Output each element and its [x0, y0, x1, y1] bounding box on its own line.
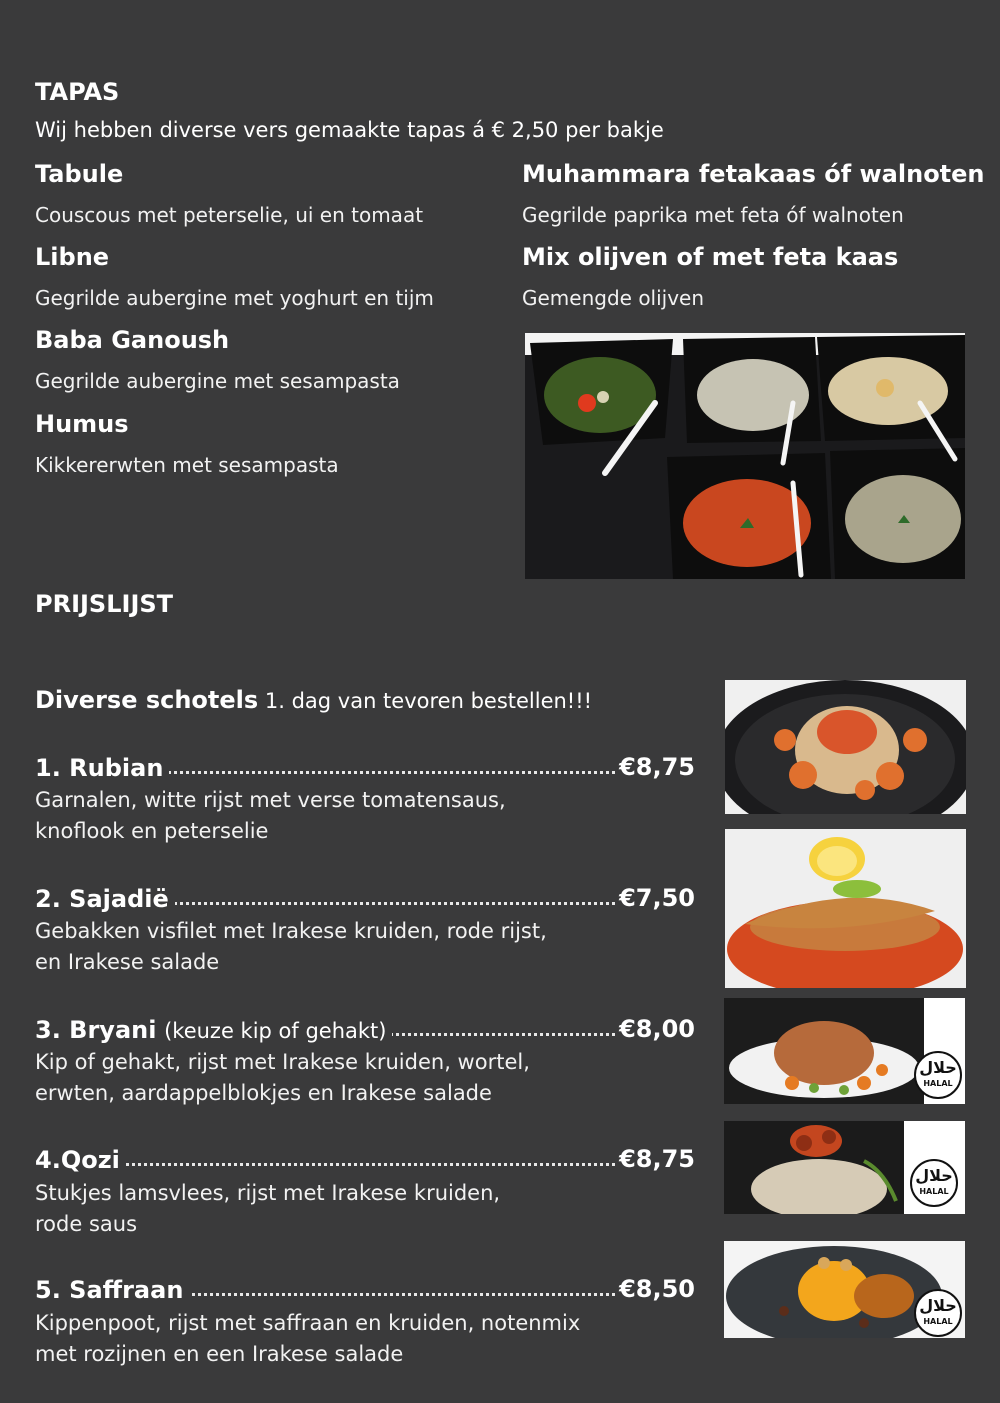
dish-name: 4.Qozi — [35, 1146, 120, 1174]
tapas-intro: Wij hebben diverse vers gemaakte tapas á € 2,50 per bakje — [35, 118, 664, 142]
dish-title — [35, 1276, 189, 1304]
dot-leader — [35, 1163, 695, 1166]
dish-price: €7,50 — [615, 884, 695, 912]
dish-title — [35, 1016, 392, 1044]
tapas-item-name: Baba Ganoush — [35, 326, 230, 354]
dish-desc — [35, 1308, 580, 1370]
dish-row — [35, 1146, 695, 1176]
dish-desc-line: Stukjes lamsvlees, rijst met Irakese kruiden, — [35, 1181, 501, 1205]
tapas-item-name: Muhammara fetakaas óf walnoten — [522, 160, 985, 188]
dish-title — [35, 1146, 126, 1174]
dish-desc-line: Kip of gehakt, rijst met Irakese kruiden, wortel, — [35, 1050, 530, 1074]
halal-badge — [910, 1159, 958, 1207]
tapas-item-desc: Gegrilde aubergine met yoghurt en tijm — [35, 286, 434, 310]
dish-row — [35, 754, 695, 784]
dish-desc-line: Kippenpoot, rijst met saffraan en kruiden, notenmix — [35, 1311, 581, 1335]
tapas-item-desc: Gegrilde paprika met feta óf walnoten — [522, 203, 904, 227]
halal-arabic-text: حلال — [919, 1058, 957, 1077]
section-title: Diverse schotels — [35, 686, 259, 714]
dish-desc-line: met rozijnen en een Irakese salade — [35, 1342, 404, 1366]
dish-desc — [35, 916, 547, 978]
dish-row — [35, 1016, 695, 1046]
tapas-item-name: Libne — [35, 243, 110, 271]
tapas-item-name: Mix olijven of met feta kaas — [522, 243, 899, 271]
dish-row — [35, 885, 695, 915]
section-note: 1. dag van tevoren bestellen!!! — [264, 689, 593, 713]
tapas-item-desc: Gemengde olijven — [522, 286, 705, 310]
dish-price: €8,50 — [615, 1275, 695, 1303]
halal-label: HALAL — [923, 1317, 953, 1326]
tapas-item-desc: Couscous met peterselie, ui en tomaat — [35, 203, 424, 227]
dish-desc — [35, 1178, 500, 1240]
tapas-photo — [525, 333, 965, 579]
dish-desc — [35, 1047, 530, 1109]
halal-label: HALAL — [919, 1187, 949, 1196]
dish-desc-line: en Irakese salade — [35, 950, 220, 974]
dish-price: €8,00 — [615, 1015, 695, 1043]
tapas-item-name: Tabule — [35, 160, 124, 188]
halal-arabic-text: حلال — [919, 1296, 957, 1315]
halal-badge — [914, 1289, 962, 1337]
halal-arabic-text: حلال — [915, 1166, 953, 1185]
dish-photo-qozi — [724, 1121, 965, 1214]
dish-name: 3. Bryani — [35, 1016, 157, 1044]
dish-title — [35, 754, 169, 782]
dish-desc-line: Gebakken visfilet met Irakese kruiden, rode rijst, — [35, 919, 547, 943]
dish-desc-line: erwten, aardappelblokjes en Irakese salade — [35, 1081, 492, 1105]
dish-desc-line: knoflook en peterselie — [35, 819, 269, 843]
dish-row — [35, 1276, 695, 1306]
dish-photo-sajadie — [725, 829, 966, 988]
prijslijst-heading: PRIJSLIJST — [35, 590, 174, 618]
dish-desc-line: Garnalen, witte rijst met verse tomatensaus, — [35, 788, 506, 812]
tapas-heading: TAPAS — [35, 78, 120, 106]
dish-name: 1. Rubian — [35, 754, 164, 782]
dish-desc — [35, 785, 506, 847]
halal-badge — [914, 1051, 962, 1099]
tapas-item-name: Humus — [35, 410, 129, 438]
dish-extra: (keuze kip of gehakt) — [164, 1019, 387, 1043]
dish-price: €8,75 — [615, 753, 695, 781]
dish-name: 2. Sajadië — [35, 885, 169, 913]
halal-label: HALAL — [923, 1079, 953, 1088]
dish-photo-bryani — [724, 998, 965, 1104]
dish-desc-line: rode saus — [35, 1212, 138, 1236]
dish-photo-rubian — [725, 680, 966, 814]
dish-photo-saffraan — [724, 1241, 965, 1338]
tapas-item-desc: Gegrilde aubergine met sesampasta — [35, 369, 400, 393]
dish-title — [35, 885, 175, 913]
dish-price: €8,75 — [615, 1145, 695, 1173]
section-header — [35, 686, 592, 714]
dish-name: 5. Saffraan — [35, 1276, 184, 1304]
tapas-item-desc: Kikkererwten met sesampasta — [35, 453, 339, 477]
